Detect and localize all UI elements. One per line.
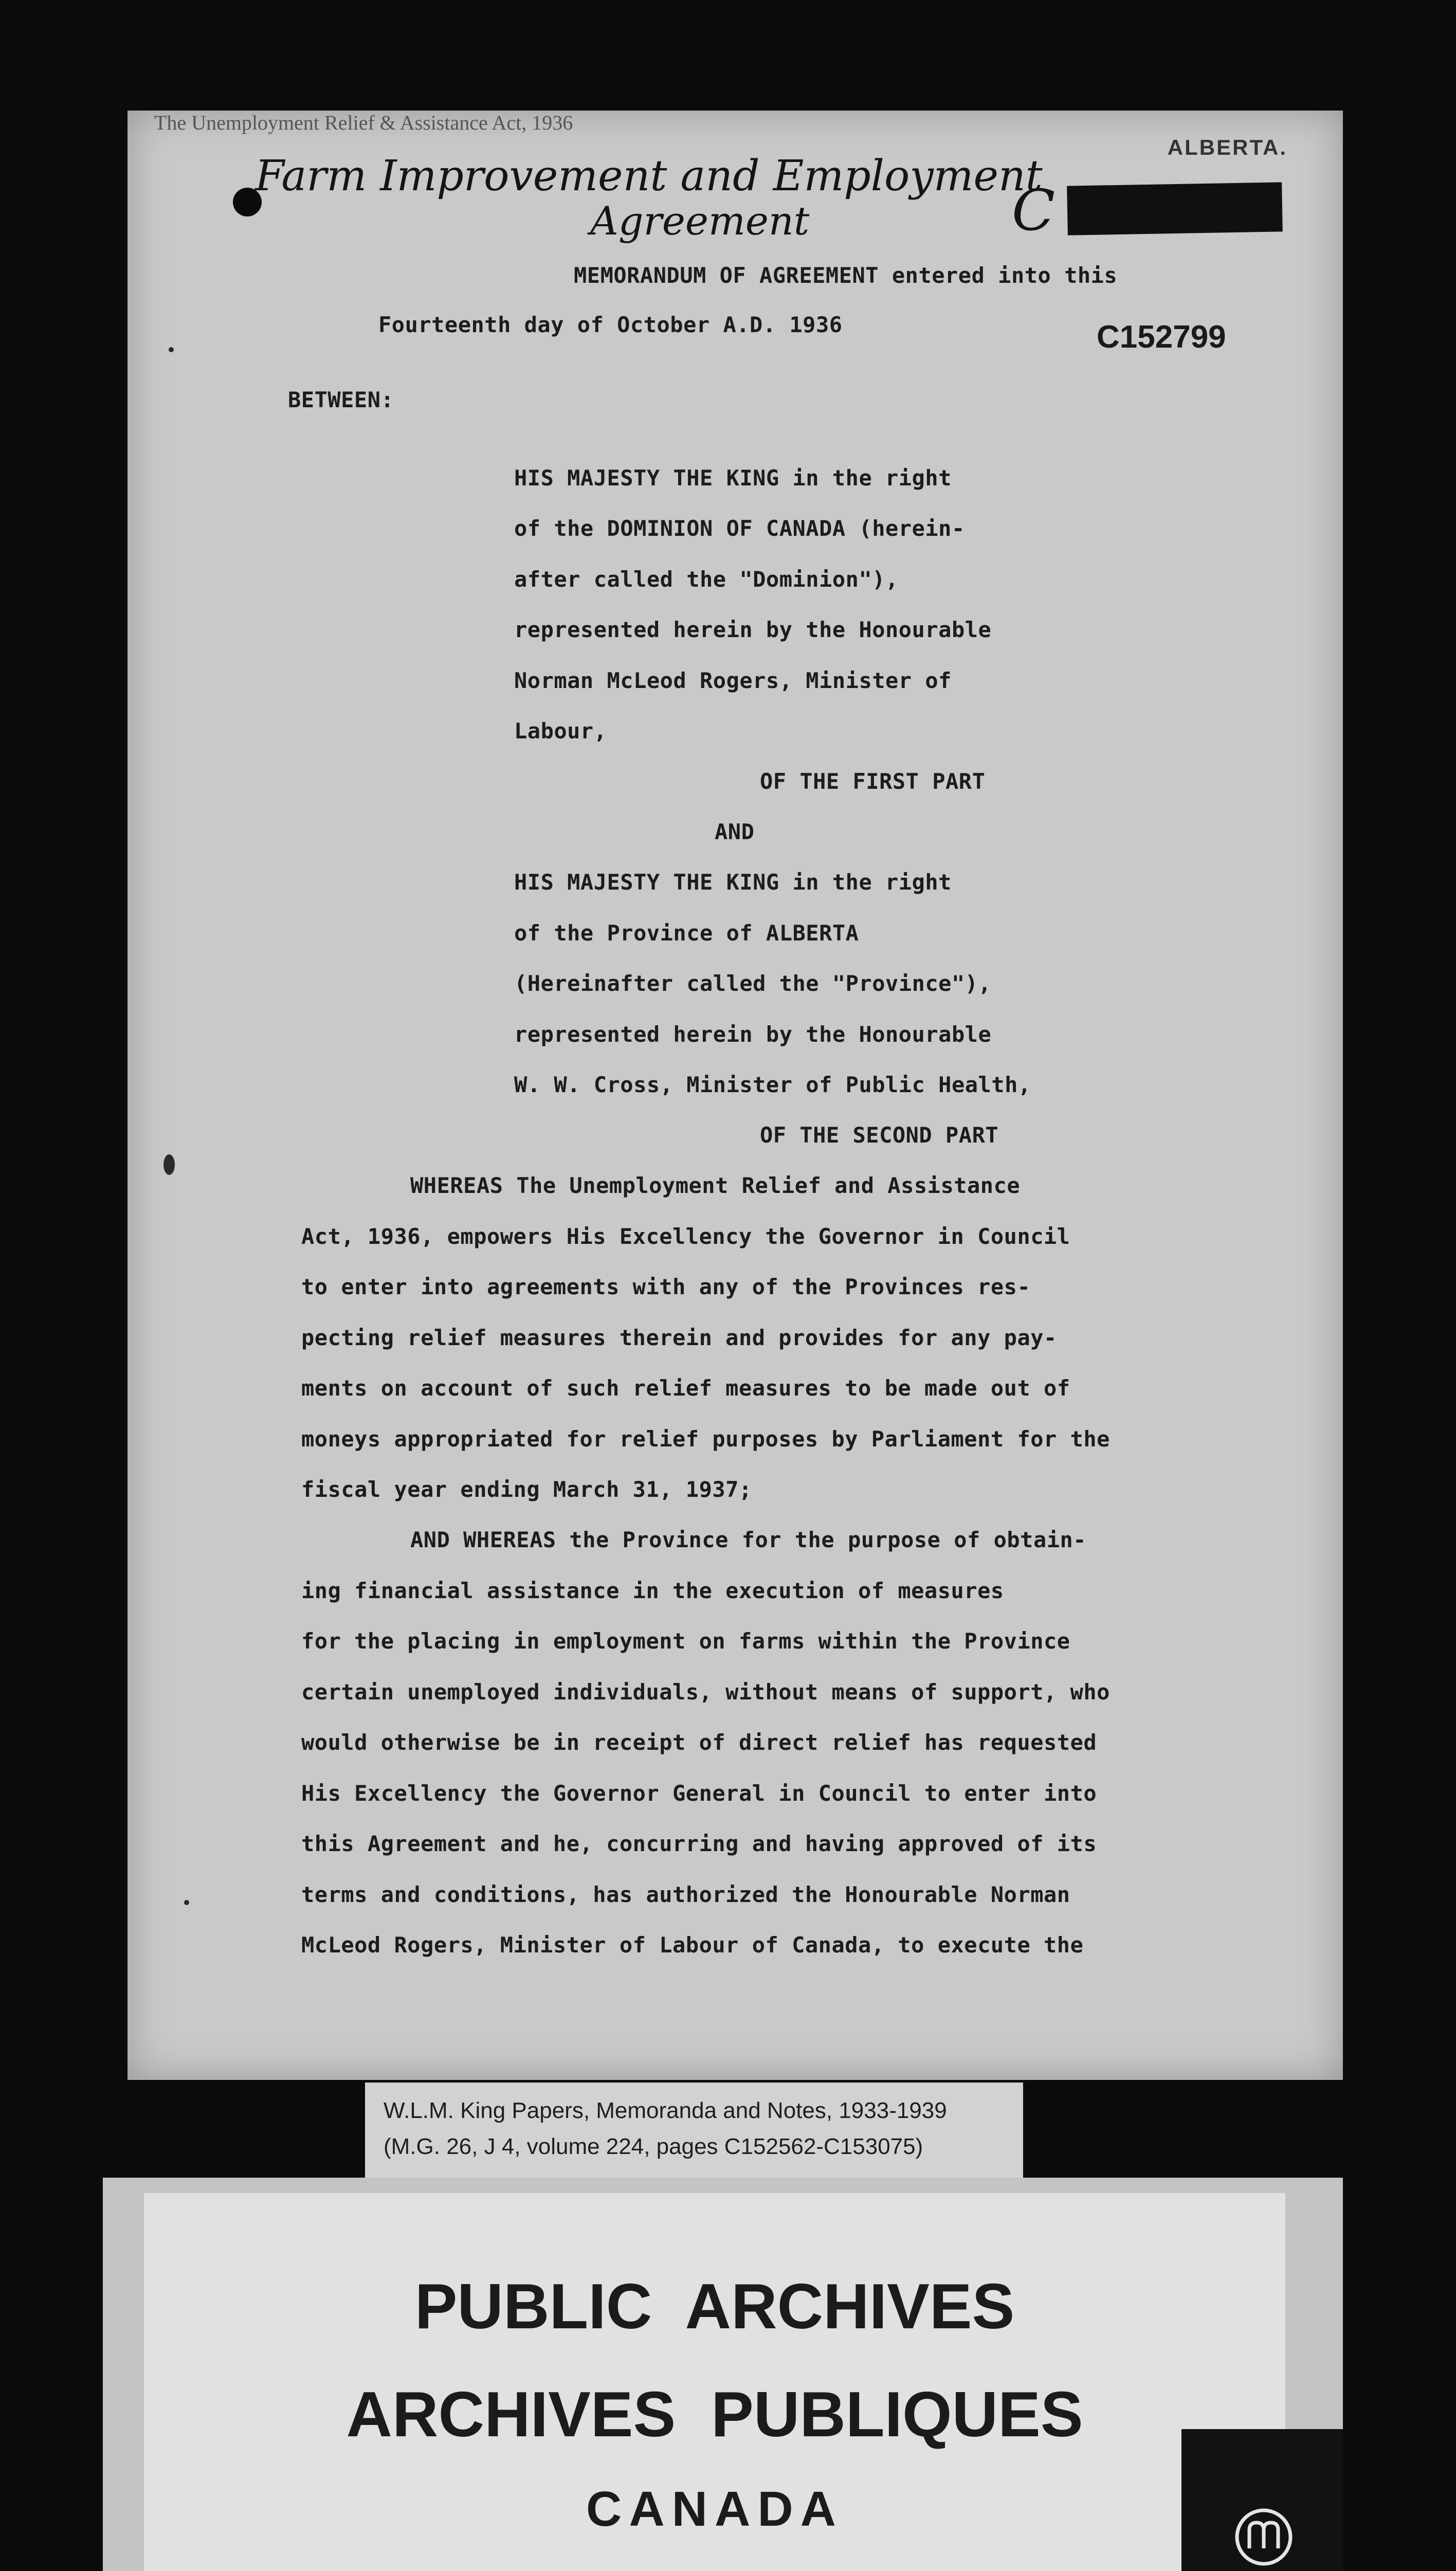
and-whereas-line: McLeod Rogers, Minister of Labour of Canada, to execute the xyxy=(301,1932,1084,1958)
citation-strip xyxy=(365,2083,1023,2181)
first-party-line: of the DOMINION OF CANADA (herein- xyxy=(514,516,965,541)
and-whereas-line: AND WHEREAS the Province for the purpose of obtain- xyxy=(410,1527,1087,1552)
and-whereas-line: His Excellency the Governor General in Council to enter into xyxy=(301,1781,1097,1806)
archives-logo-icon xyxy=(1232,2505,1296,2569)
and-whereas-line: this Agreement and he, concurring and having approved of its xyxy=(301,1831,1097,1856)
first-party-line: represented herein by the Honourable xyxy=(514,617,992,642)
citation-line-1: W.L.M. King Papers, Memoranda and Notes, 1933-1939 xyxy=(384,2098,947,2123)
archive-line-english: PUBLIC ARCHIVES xyxy=(414,2271,1015,2342)
archive-card xyxy=(103,2178,1343,2571)
and-label: AND xyxy=(715,819,755,844)
whereas-line: fiscal year ending March 31, 1937; xyxy=(301,1477,752,1502)
archive-line-country: CANADA xyxy=(586,2482,843,2537)
archive-line-french: ARCHIVES PUBLIQUES xyxy=(346,2379,1083,2450)
second-party-line: W. W. Cross, Minister of Public Health, xyxy=(514,1072,1031,1097)
second-party-line: (Hereinafter called the "Province"), xyxy=(514,971,992,996)
opening-line-2: Fourteenth day of October A.D. 1936 xyxy=(378,312,843,337)
first-party-line: after called the "Dominion"), xyxy=(514,567,899,592)
first-party-line: Norman McLeod Rogers, Minister of xyxy=(514,668,952,693)
whereas-line: WHEREAS The Unemployment Relief and Assistance xyxy=(410,1173,1021,1198)
whereas-line: Act, 1936, empowers His Excellency the Governor in Council xyxy=(301,1224,1070,1249)
between-label: BETWEEN: xyxy=(288,387,394,412)
paper-speck xyxy=(169,347,174,352)
handwritten-mark: C xyxy=(1012,177,1055,243)
and-whereas-line: certain unemployed individuals, without means of support, who xyxy=(301,1679,1110,1705)
handwritten-title-line2: Agreement xyxy=(590,198,810,244)
first-party-line: HIS MAJESTY THE KING in the right xyxy=(514,465,952,491)
stamp-number: C152799 xyxy=(1097,319,1226,355)
act-header-print: The Unemployment Relief & Assistance Act, 1936 xyxy=(154,111,573,134)
whereas-line: ments on account of such relief measures to be made out of xyxy=(301,1375,1070,1401)
citation-line-2: (M.G. 26, J 4, volume 224, pages C152562-C153075) xyxy=(384,2134,923,2159)
and-whereas-line: terms and conditions, has authorized the Honourable Norman xyxy=(301,1882,1070,1907)
opening-line-1: MEMORANDUM OF AGREEMENT entered into this xyxy=(574,263,1118,288)
and-whereas-line: ing financial assistance in the execution of measures xyxy=(301,1578,1004,1603)
archive-card-label xyxy=(144,2193,1285,2571)
redaction-block xyxy=(1067,182,1283,235)
logo-block xyxy=(1181,2429,1343,2571)
second-party-line: represented herein by the Honourable xyxy=(514,1022,992,1047)
whereas-line: to enter into agreements with any of the Provinces res- xyxy=(301,1274,1031,1299)
first-part-label: OF THE FIRST PART xyxy=(760,769,986,794)
whereas-line: pecting relief measures therein and provides for any pay- xyxy=(301,1325,1057,1350)
and-whereas-line: would otherwise be in receipt of direct relief has requested xyxy=(301,1730,1097,1755)
second-part-label: OF THE SECOND PART xyxy=(760,1122,999,1148)
handwritten-title-line1: Farm Improvement and Employment xyxy=(255,152,1043,201)
whereas-line: moneys appropriated for relief purposes by Parliament for the xyxy=(301,1426,1110,1452)
paper-speck xyxy=(184,1900,189,1905)
province-header-print: ALBERTA. xyxy=(1167,135,1287,159)
second-party-line: HIS MAJESTY THE KING in the right xyxy=(514,870,952,895)
paper-speck xyxy=(163,1154,175,1175)
second-party-line: of the Province of ALBERTA xyxy=(514,920,859,946)
and-whereas-line: for the placing in employment on farms within the Province xyxy=(301,1628,1070,1654)
document-page xyxy=(128,111,1343,2080)
first-party-line: Labour, xyxy=(514,718,607,744)
